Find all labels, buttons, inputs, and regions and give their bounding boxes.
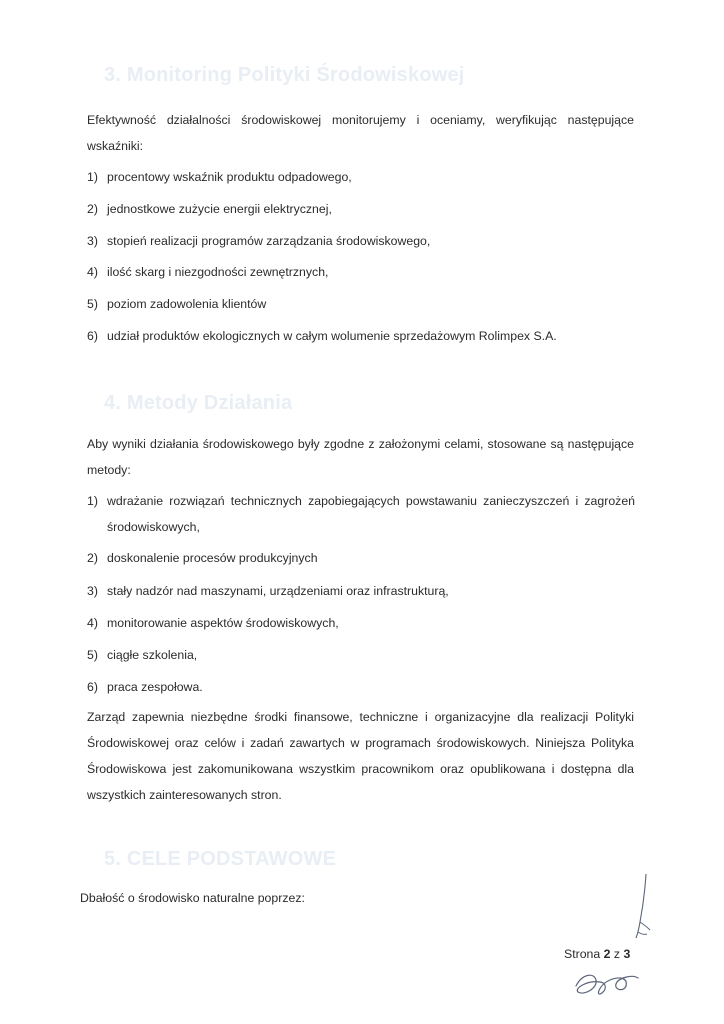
item-number: 6) — [87, 680, 98, 694]
item-text: procentowy wskaźnik produktu odpadowego, — [107, 170, 352, 184]
section-3-item-3 — [87, 228, 635, 254]
item-number: 1) — [87, 494, 98, 508]
section-4-closing-paragraph: Zarząd zapewnia niezbędne środki finansowe, techniczne i organizacyjne dla realizacji Polityki Środowiskowej oraz celów i zadań zawartych w programach środowiskowych. Niniejsza Polityka Środowiskowa jest zakomunikowana wszystkim pracownikom oraz opublikowana i dostępna dla wszystkich zainteresowanych stron. — [87, 710, 634, 802]
section-3-item-4 — [87, 259, 635, 285]
section-3-item-2 — [87, 196, 635, 222]
item-number: 3) — [87, 584, 98, 598]
page-number-footer — [564, 947, 630, 961]
item-number: 3) — [87, 234, 98, 248]
item-number: 5) — [87, 648, 98, 662]
item-number: 5) — [87, 297, 98, 311]
section-4-item-5 — [87, 642, 635, 668]
section-3-item-5 — [87, 291, 635, 317]
section-4-item-6 — [87, 674, 635, 700]
section-4-item-1 — [87, 488, 635, 540]
item-text: wdrażanie rozwiązań technicznych zapobiegających powstawaniu zanieczyszczeń i zagrożeń środowiskowych, — [107, 494, 635, 534]
initials-signature-mark — [626, 872, 656, 944]
item-text: doskonalenie procesów produkcyjnych — [107, 551, 318, 565]
item-text: praca zespołowa. — [107, 680, 203, 694]
section-5-heading: 5. CELE PODSTAWOWE — [104, 848, 337, 870]
item-text: monitorowanie aspektów środowiskowych, — [107, 616, 339, 630]
item-number: 2) — [87, 551, 98, 565]
page-separator: z — [613, 947, 621, 961]
section-4-item-3 — [87, 578, 635, 604]
item-number: 1) — [87, 170, 98, 184]
item-text: poziom zadowolenia klientów — [107, 297, 267, 311]
item-text: stały nadzór nad maszynami, urządzeniami oraz infrastrukturą, — [107, 584, 449, 598]
item-text: ilość skarg i niezgodności zewnętrznych, — [107, 265, 329, 279]
section-4-item-4 — [87, 610, 635, 636]
section-3-item-6 — [87, 323, 635, 349]
section-3-intro: Efektywność działalności środowiskowej monitorujemy i oceniamy, weryfikując następujące wskaźniki: — [87, 113, 634, 153]
section-4-item-2 — [87, 545, 635, 571]
section-4-intro: Aby wyniki działania środowiskowego były zgodne z założonymi celami, stosowane są następujące metody: — [87, 437, 634, 477]
item-text: jednostkowe zużycie energii elektrycznej, — [107, 202, 332, 216]
section-5-intro: Dbałość o środowisko naturalne poprzez: — [80, 891, 305, 905]
item-text: udział produktów ekologicznych w całym wolumenie sprzedażowym Rolimpex S.A. — [107, 329, 557, 343]
section-3-heading: 3. Monitoring Polityki Środowiskowej — [104, 64, 465, 86]
current-page: 2 — [603, 947, 611, 961]
item-text: ciągłe szkolenia, — [107, 648, 198, 662]
total-pages: 3 — [623, 947, 631, 961]
handwritten-signature — [570, 966, 642, 1000]
page-label: Strona — [564, 947, 601, 961]
item-text: stopień realizacji programów zarządzania środowiskowego, — [107, 234, 431, 248]
section-4-heading: 4. Metody Działania — [104, 392, 293, 414]
item-number: 4) — [87, 265, 98, 279]
section-3-item-1 — [87, 164, 635, 190]
item-number: 6) — [87, 329, 98, 343]
item-number: 4) — [87, 616, 98, 630]
item-number: 2) — [87, 202, 98, 216]
